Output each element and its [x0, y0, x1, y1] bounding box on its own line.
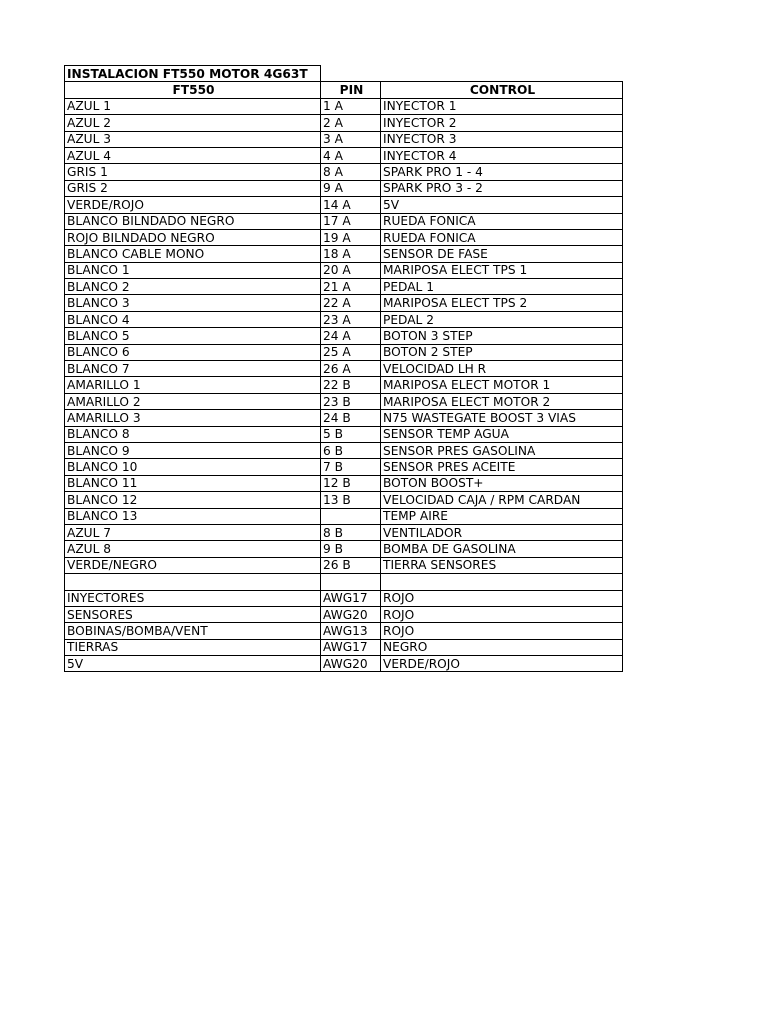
control-cell[interactable]: SENSOR DE FASE	[381, 246, 623, 262]
table-row	[65, 524, 623, 540]
wire-cell[interactable]: AMARILLO 2	[65, 393, 321, 409]
pin-cell[interactable]: 13 B	[321, 492, 381, 508]
table-row	[65, 656, 623, 672]
control-cell[interactable]: VENTILADOR	[381, 524, 623, 540]
table-row	[65, 328, 623, 344]
wire-cell[interactable]: BLANCO 11	[65, 475, 321, 491]
table-row	[65, 98, 623, 114]
control-cell[interactable]: MARIPOSA ELECT TPS 1	[381, 262, 623, 278]
table-row	[65, 180, 623, 196]
wire-cell[interactable]: AZUL 7	[65, 524, 321, 540]
control-cell[interactable]: ROJO	[381, 606, 623, 622]
pin-cell[interactable]: 8 B	[321, 524, 381, 540]
table-row	[65, 426, 623, 442]
pin-cell[interactable]: 2 A	[321, 115, 381, 131]
wire-cell[interactable]: BOBINAS/BOMBA/VENT	[65, 623, 321, 639]
wire-cell[interactable]	[65, 574, 321, 590]
table-row	[65, 508, 623, 524]
pin-cell[interactable]: 5 B	[321, 426, 381, 442]
wire-cell[interactable]: AZUL 2	[65, 115, 321, 131]
control-cell[interactable]: SENSOR PRES GASOLINA	[381, 442, 623, 458]
control-cell[interactable]: PEDAL 1	[381, 279, 623, 295]
control-cell[interactable]: SPARK PRO 1 - 4	[381, 164, 623, 180]
control-cell[interactable]: MARIPOSA ELECT TPS 2	[381, 295, 623, 311]
pin-cell[interactable]: 24 A	[321, 328, 381, 344]
table-row	[65, 492, 623, 508]
pin-cell[interactable]: 12 B	[321, 475, 381, 491]
table-body	[65, 98, 623, 672]
column-header-ft550[interactable]: FT550	[65, 82, 321, 98]
table-row	[65, 115, 623, 131]
wire-cell[interactable]: AZUL 1	[65, 98, 321, 114]
wire-cell[interactable]: ROJO BILNDADO NEGRO	[65, 229, 321, 245]
wire-cell[interactable]: AZUL 8	[65, 541, 321, 557]
pin-cell[interactable]: 9 B	[321, 541, 381, 557]
control-cell[interactable]: TIERRA SENSORES	[381, 557, 623, 573]
pin-cell[interactable]: 3 A	[321, 131, 381, 147]
control-cell[interactable]: VERDE/ROJO	[381, 656, 623, 672]
table-row	[65, 361, 623, 377]
column-header-control[interactable]: CONTROL	[381, 82, 623, 98]
wire-cell[interactable]: INYECTORES	[65, 590, 321, 606]
table-row	[65, 262, 623, 278]
wire-cell[interactable]: AZUL 4	[65, 147, 321, 163]
wire-cell[interactable]: BLANCO 10	[65, 459, 321, 475]
wire-cell[interactable]: SENSORES	[65, 606, 321, 622]
table-row	[65, 164, 623, 180]
control-cell[interactable]: RUEDA FONICA	[381, 229, 623, 245]
control-cell[interactable]: INYECTOR 1	[381, 98, 623, 114]
control-cell[interactable]: SENSOR PRES ACEITE	[381, 459, 623, 475]
table-row	[65, 410, 623, 426]
table-row	[65, 590, 623, 606]
table-row	[65, 229, 623, 245]
pin-cell[interactable]: 22 A	[321, 295, 381, 311]
pin-cell[interactable]: 23 A	[321, 311, 381, 327]
wire-cell[interactable]: AZUL 3	[65, 131, 321, 147]
spreadsheet	[64, 65, 622, 672]
table-row	[65, 279, 623, 295]
table-row	[65, 213, 623, 229]
table-row	[65, 606, 623, 622]
table-row	[65, 295, 623, 311]
wire-cell[interactable]: BLANCO 3	[65, 295, 321, 311]
wire-cell[interactable]: BLANCO 9	[65, 442, 321, 458]
control-cell[interactable]	[381, 574, 623, 590]
control-cell[interactable]: 5V	[381, 197, 623, 213]
table-row	[65, 344, 623, 360]
pin-cell[interactable]: 26 B	[321, 557, 381, 573]
wire-cell[interactable]: BLANCO 2	[65, 279, 321, 295]
wire-cell[interactable]: TIERRAS	[65, 639, 321, 655]
control-cell[interactable]: ROJO	[381, 623, 623, 639]
wire-cell[interactable]: BLANCO 6	[65, 344, 321, 360]
pin-cell[interactable]: 8 A	[321, 164, 381, 180]
table-row	[65, 459, 623, 475]
pin-cell[interactable]: 20 A	[321, 262, 381, 278]
control-cell[interactable]: N75 WASTEGATE BOOST 3 VIAS	[381, 410, 623, 426]
pin-cell[interactable]: 7 B	[321, 459, 381, 475]
control-cell[interactable]: VELOCIDAD CAJA / RPM CARDAN	[381, 492, 623, 508]
sheet-title[interactable]: INSTALACION FT550 MOTOR 4G63T	[65, 66, 321, 82]
table-row	[65, 557, 623, 573]
empty-cell[interactable]	[381, 66, 623, 82]
wiring-table	[64, 65, 623, 672]
table-row	[65, 131, 623, 147]
control-cell[interactable]: MARIPOSA ELECT MOTOR 2	[381, 393, 623, 409]
pin-cell[interactable]: AWG17	[321, 590, 381, 606]
control-cell[interactable]: BOTON 2 STEP	[381, 344, 623, 360]
table-row	[65, 475, 623, 491]
pin-cell[interactable]: 21 A	[321, 279, 381, 295]
control-cell[interactable]: INYECTOR 3	[381, 131, 623, 147]
control-cell[interactable]: BOTON 3 STEP	[381, 328, 623, 344]
control-cell[interactable]: MARIPOSA ELECT MOTOR 1	[381, 377, 623, 393]
wire-cell[interactable]: BLANCO 7	[65, 361, 321, 377]
pin-cell[interactable]	[321, 508, 381, 524]
table-row	[65, 639, 623, 655]
pin-cell[interactable]: 24 B	[321, 410, 381, 426]
table-row	[65, 541, 623, 557]
control-cell[interactable]: ROJO	[381, 590, 623, 606]
pin-cell[interactable]: 14 A	[321, 197, 381, 213]
table-row	[65, 377, 623, 393]
table-row	[65, 393, 623, 409]
control-cell[interactable]: INYECTOR 4	[381, 147, 623, 163]
control-cell[interactable]: RUEDA FONICA	[381, 213, 623, 229]
table-row	[65, 311, 623, 327]
wire-cell[interactable]: BLANCO CABLE MONO	[65, 246, 321, 262]
wire-cell[interactable]: BLANCO 1	[65, 262, 321, 278]
control-cell[interactable]: TEMP AIRE	[381, 508, 623, 524]
wire-cell[interactable]: VERDE/ROJO	[65, 197, 321, 213]
control-cell[interactable]: SPARK PRO 3 - 2	[381, 180, 623, 196]
empty-cell[interactable]	[321, 66, 381, 82]
pin-cell[interactable]: AWG20	[321, 656, 381, 672]
control-cell[interactable]: BOMBA DE GASOLINA	[381, 541, 623, 557]
control-cell[interactable]: INYECTOR 2	[381, 115, 623, 131]
pin-cell[interactable]: 19 A	[321, 229, 381, 245]
wire-cell[interactable]: AMARILLO 1	[65, 377, 321, 393]
pin-cell[interactable]: 25 A	[321, 344, 381, 360]
wire-cell[interactable]: BLANCO 4	[65, 311, 321, 327]
title-row	[65, 66, 623, 82]
control-cell[interactable]: PEDAL 2	[381, 311, 623, 327]
wire-cell[interactable]: BLANCO 8	[65, 426, 321, 442]
pin-cell[interactable]	[321, 574, 381, 590]
pin-cell[interactable]: 23 B	[321, 393, 381, 409]
table-row	[65, 147, 623, 163]
table-row	[65, 197, 623, 213]
wire-cell[interactable]: GRIS 1	[65, 164, 321, 180]
column-header-pin[interactable]: PIN	[321, 82, 381, 98]
pin-cell[interactable]: 4 A	[321, 147, 381, 163]
pin-cell[interactable]: 26 A	[321, 361, 381, 377]
pin-cell[interactable]: 1 A	[321, 98, 381, 114]
wire-cell[interactable]: GRIS 2	[65, 180, 321, 196]
wire-cell[interactable]: BLANCO BILNDADO NEGRO	[65, 213, 321, 229]
control-cell[interactable]: VELOCIDAD LH R	[381, 361, 623, 377]
table-row	[65, 574, 623, 590]
control-cell[interactable]: NEGRO	[381, 639, 623, 655]
pin-cell[interactable]: AWG13	[321, 623, 381, 639]
wire-cell[interactable]: AMARILLO 3	[65, 410, 321, 426]
wire-cell[interactable]: VERDE/NEGRO	[65, 557, 321, 573]
header-row	[65, 82, 623, 98]
control-cell[interactable]: SENSOR TEMP AGUA	[381, 426, 623, 442]
wire-cell[interactable]: 5V	[65, 656, 321, 672]
control-cell[interactable]: BOTON BOOST+	[381, 475, 623, 491]
pin-cell[interactable]: 6 B	[321, 442, 381, 458]
pin-cell[interactable]: 18 A	[321, 246, 381, 262]
pin-cell[interactable]: AWG20	[321, 606, 381, 622]
wire-cell[interactable]: BLANCO 13	[65, 508, 321, 524]
wire-cell[interactable]: BLANCO 5	[65, 328, 321, 344]
table-row	[65, 246, 623, 262]
wire-cell[interactable]: BLANCO 12	[65, 492, 321, 508]
pin-cell[interactable]: 9 A	[321, 180, 381, 196]
pin-cell[interactable]: 22 B	[321, 377, 381, 393]
table-row	[65, 442, 623, 458]
pin-cell[interactable]: AWG17	[321, 639, 381, 655]
table-row	[65, 623, 623, 639]
pin-cell[interactable]: 17 A	[321, 213, 381, 229]
